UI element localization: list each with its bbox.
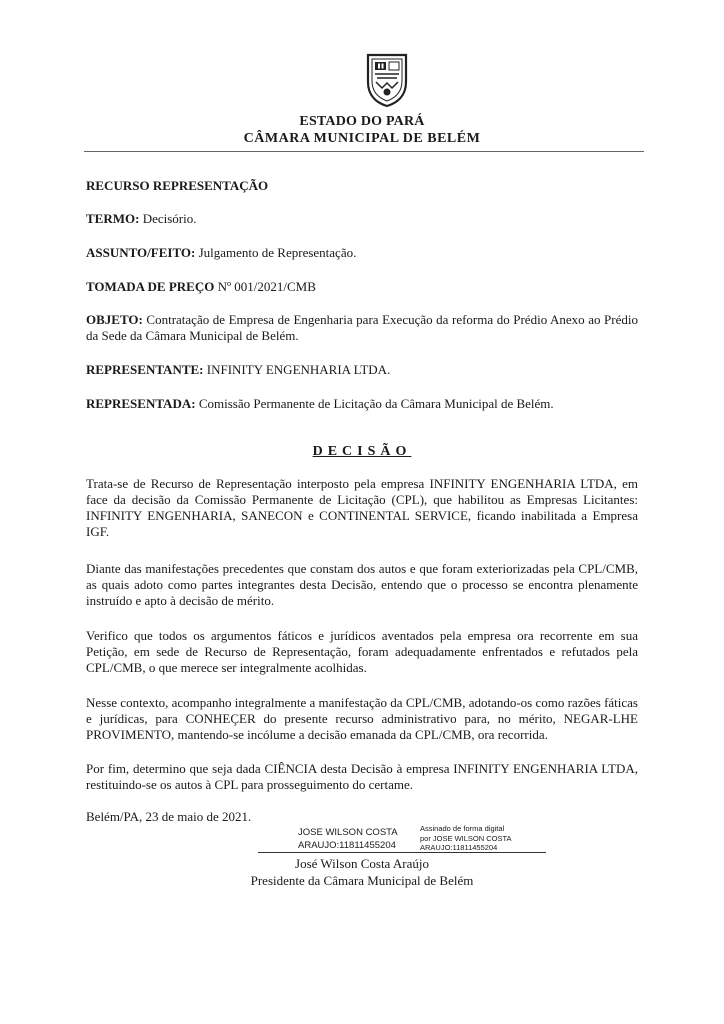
signatory-title: Presidente da Câmara Municipal de Belém	[250, 873, 474, 888]
state-heading: ESTADO DO PARÁ	[299, 114, 425, 129]
tomada-line	[86, 279, 316, 295]
decision-title: DECISÃO	[312, 444, 412, 459]
digital-signature-name-line-1: JOSE WILSON COSTA	[298, 827, 398, 838]
document-type: RECURSO REPRESENTAÇÃO	[86, 178, 269, 193]
signature-line	[258, 852, 546, 853]
digital-signature-note	[420, 824, 560, 853]
objeto-value: Contratação de Empresa de Engenharia para Execução da reforma do Prédio Anexo ao Prédio da Sede da Câmara Municipal de Belém.	[86, 312, 638, 343]
header-divider	[84, 151, 644, 152]
representada-value: Comissão Permanente de Licitação da Câmara Municipal de Belém.	[198, 396, 554, 411]
digital-signature-note-line-1: Assinado de forma digital	[420, 824, 505, 833]
tomada-label: TOMADA DE PREÇO	[86, 279, 215, 294]
decision-paragraph-5: Por fim, determino que seja dada CIÊNCIA desta Decisão à empresa INFINITY ENGENHARIA LTDA, restituindo-se os autos à CPL para prosseguimento do certame.	[86, 761, 638, 792]
objeto-label: OBJETO:	[86, 312, 143, 327]
decision-paragraph-2: Diante das manifestações precedentes que constam dos autos e que foram exteriorizadas pela CPL/CMB, as quais adoto como partes integrantes desta Decisão, entendo que o processo se encontra plenamente instruído e apto à decisão de mérito.	[86, 561, 638, 608]
coat-of-arms-icon	[364, 52, 410, 108]
assunto-value: Julgamento de Representação.	[198, 245, 357, 260]
termo-line	[86, 211, 197, 227]
digital-signature-name-line-2: ARAUJO:11811455204	[298, 840, 396, 851]
signatory-name: José Wilson Costa Araújo	[295, 856, 429, 871]
termo-label: TERMO:	[86, 211, 140, 226]
objeto-paragraph	[86, 312, 638, 344]
digital-signature-note-line-3: ARAUJO:11811455204	[420, 843, 498, 852]
tomada-value: Nº 001/2021/CMB	[217, 279, 316, 294]
assunto-label: ASSUNTO/FEITO:	[86, 245, 196, 260]
chamber-heading: CÂMARA MUNICIPAL DE BELÉM	[243, 131, 481, 146]
decision-paragraph-3: Verifico que todos os argumentos fáticos e jurídicos aventados pela empresa ora recorrente em sua Petição, em sede de Recurso de Representação, foram adequadamente enfrentados e refutados pela CPL/CMB, o que merece ser integralmente acolhidas.	[86, 628, 638, 675]
representante-value: INFINITY ENGENHARIA LTDA.	[206, 362, 391, 377]
representante-line	[86, 362, 390, 378]
representada-label: REPRESENTADA:	[86, 396, 196, 411]
termo-value: Decisório.	[142, 211, 197, 226]
decision-paragraph-1: Trata-se de Recurso de Representação interposto pela empresa INFINITY ENGENHARIA LTDA, em face da decisão da Comissão Permanente de Licitação (CPL), que habilitou as Empresas Licitantes: INFINITY ENGENHARIA, SANECON e CONTINENTAL SERVICE, ficando inabilitada a Empresa IGF.	[86, 476, 638, 539]
representada-line	[86, 396, 554, 412]
decision-paragraph-4: Nesse contexto, acompanho integralmente a manifestação da CPL/CMB, adotando-os como razões fáticas e jurídicas, para CONHEÇER do presente recurso administrativo para, no mérito, NEGAR-LHE PROVIMENTO, mantendo-se incólume a decisão emanada da CPL/CMB, ora recorrida.	[86, 695, 638, 742]
assunto-line	[86, 245, 356, 261]
representante-label: REPRESENTANTE:	[86, 362, 204, 377]
digital-signature-note-line-2: por JOSE WILSON COSTA	[420, 833, 512, 843]
digital-signature-name	[298, 826, 418, 852]
place-date: Belém/PA, 23 de maio de 2021.	[86, 809, 252, 824]
